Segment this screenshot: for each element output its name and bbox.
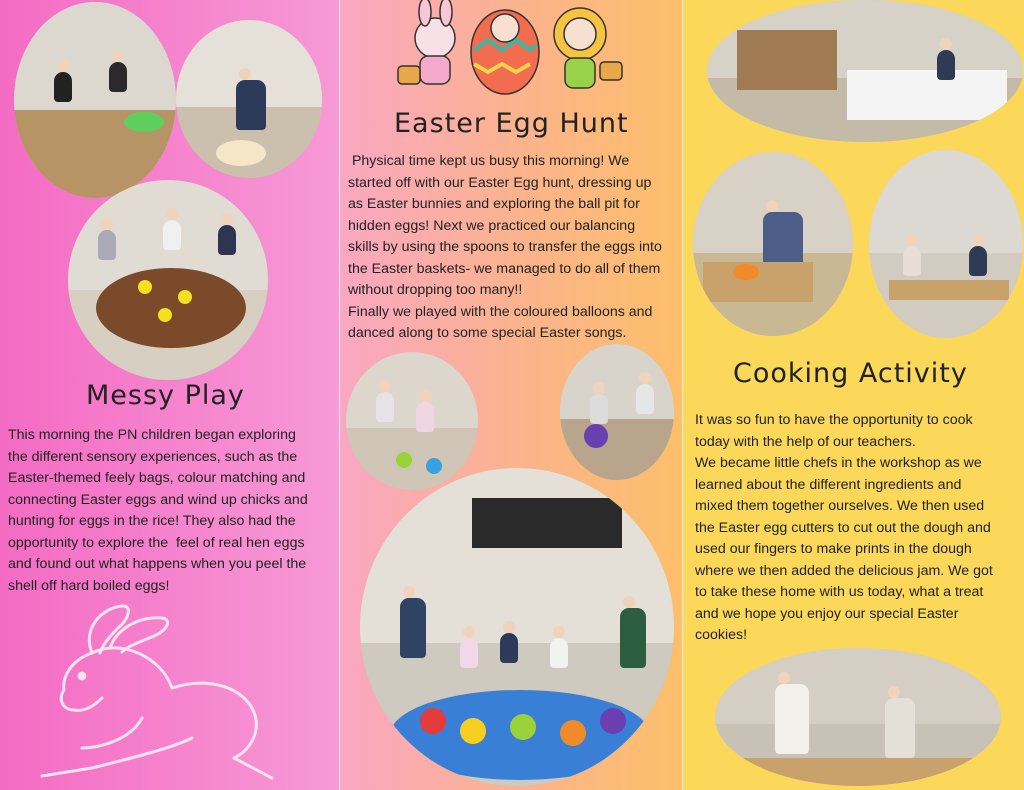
messy-play-title: Messy Play xyxy=(86,380,245,411)
cooking-panel xyxy=(683,0,1024,790)
cooking-title: Cooking Activity xyxy=(733,358,968,389)
egg-hunt-title: Easter Egg Hunt xyxy=(394,108,629,139)
messy-play-text: This morning the PN children began exploring the different sensory experiences, such as the Easter-themed feely bags, colour matching and connecting Easter eggs and wind up chicks and hunting for eggs in the rice! They also had the opportunity to explore the feel of real hen eggs and found out what happens when you peel the shell off hard boiled eggs! xyxy=(8,427,308,594)
easter-characters-icon xyxy=(390,0,640,104)
photo-balloon-dance xyxy=(560,344,674,480)
photo-cooking-classroom xyxy=(707,0,1023,142)
photo-kids-rolling-dough xyxy=(715,648,1001,786)
photo-child-egg-tray xyxy=(176,20,322,178)
egg-hunt-panel xyxy=(340,0,683,790)
photo-ball-pit-group xyxy=(360,468,674,786)
bunny-outline-icon xyxy=(22,598,282,788)
photo-children-at-table xyxy=(869,150,1023,338)
egg-hunt-text: Physical time kept us busy this morning! We started off with our Easter Egg hunt, dressing up as Easter bunnies and exploring the ball pit for hidden eggs! Next we practiced our balancing skills by using the spoons to transfer the eggs into the Easter baskets- we managed to do all of them without dropping too many!! Finally we played with the coloured balloons and danced along to some special Easter songs. xyxy=(348,153,662,341)
cooking-text: It was so fun to have the opportunity to cook today with the help of our teachers. We became little chefs in the workshop as we learned about the different ingredients and mixed them together ourselves. We then used the Easter egg cutters to cut out the dough and used our fingers to make prints in the dough where we then added the delicious jam. We got to take these home with us today, what a treat and we hope you enjoy our special Easter cookies! xyxy=(695,412,993,643)
messy-play-panel xyxy=(0,0,340,790)
photo-child-mixing-bowl xyxy=(693,152,853,336)
photo-sensory-tray xyxy=(68,180,268,380)
photo-kids-egg-sorting xyxy=(14,2,176,198)
